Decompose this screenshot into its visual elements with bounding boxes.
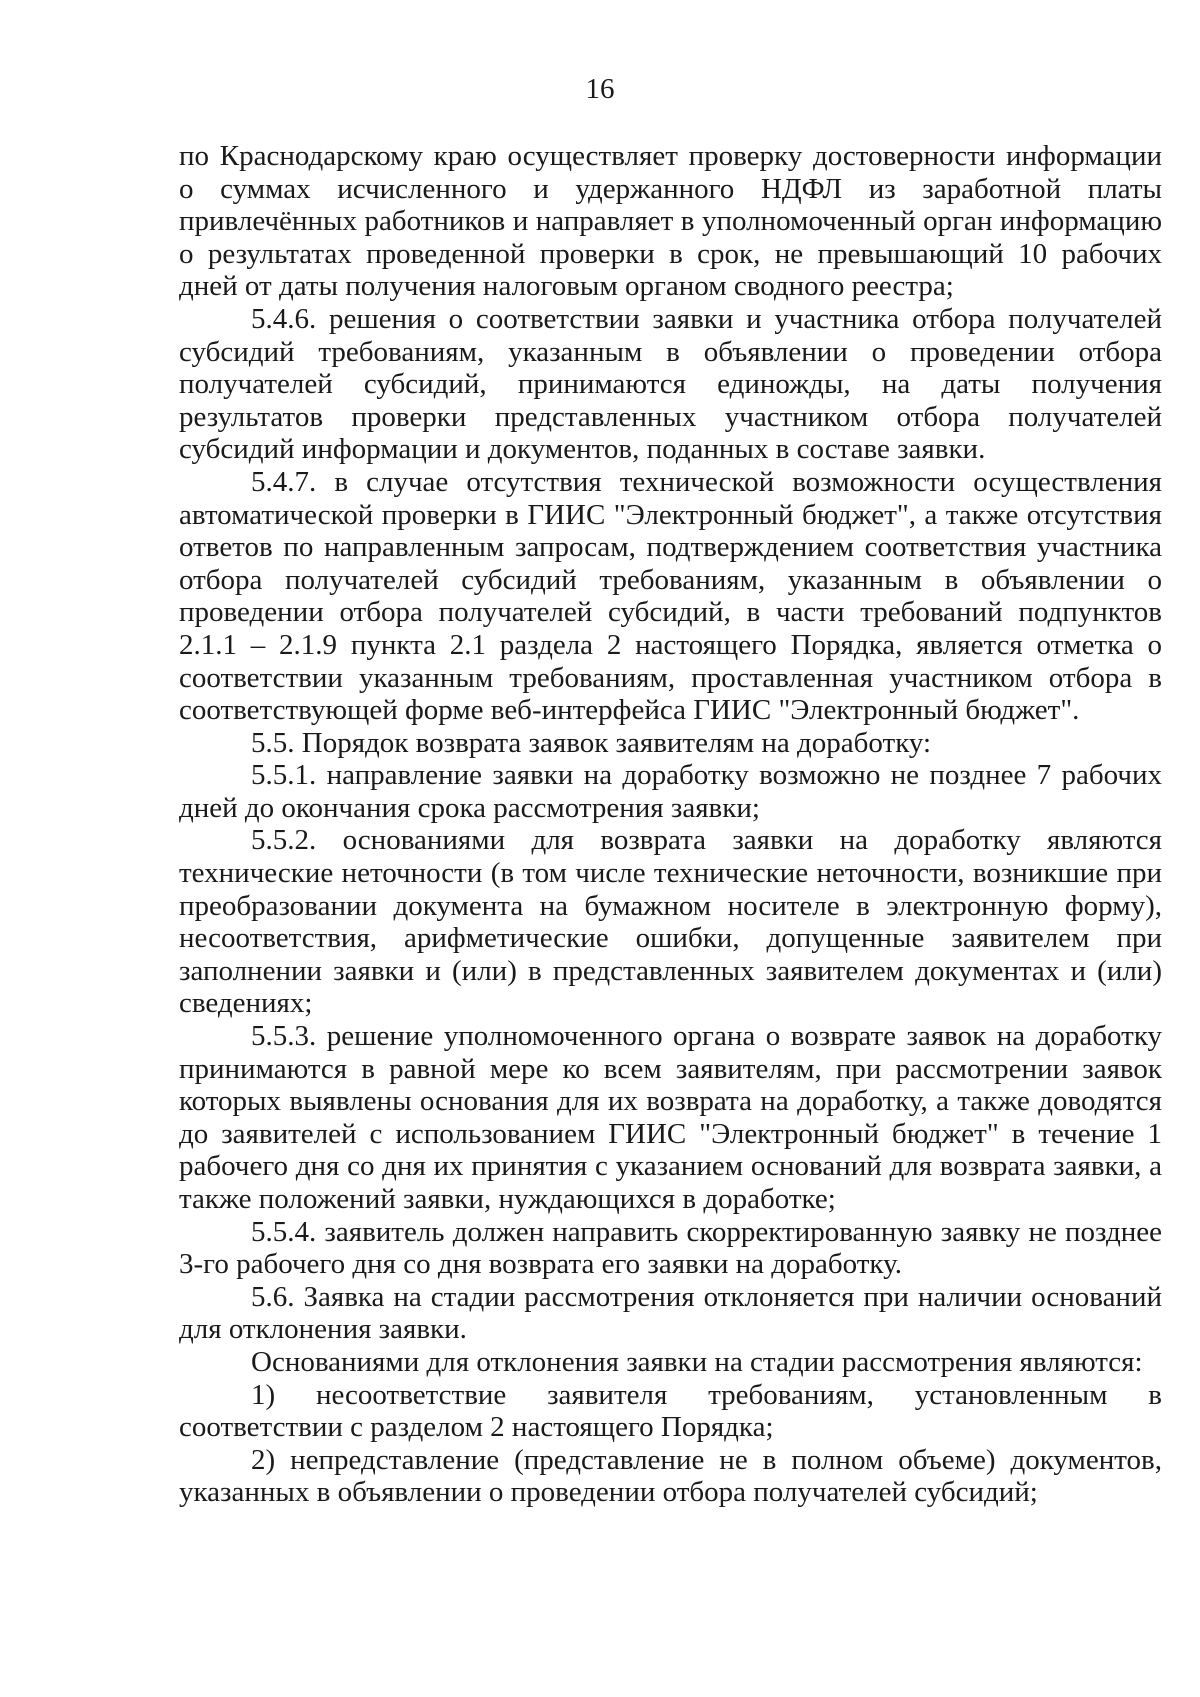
paragraph: 2) непредставление (представление не в полном объеме) документов, указанных в объявлении о проведении отбора получателей субсидий; [179, 1443, 1162, 1509]
paragraph: 1) несоответствие заявителя требованиям, установленным в соответствии с разделом 2 настоящего Порядка; [179, 1378, 1162, 1444]
document-body [179, 140, 1162, 1509]
paragraph: 5.5. Порядок возврата заявок заявителям на доработку: [251, 726, 932, 759]
paragraph: 5.6. Заявка на стадии рассмотрения отклоняется при наличии оснований для отклонения заявки. [179, 1280, 1162, 1346]
paragraph: 5.5.1. направление заявки на доработку возможно не позднее 7 рабочих дней до окончания срока рассмотрения заявки; [179, 759, 1162, 824]
page-number: 16 [585, 73, 615, 105]
paragraph: Основаниями для отклонения заявки на стадии рассмотрения являются: [251, 1345, 1143, 1378]
paragraph: 5.4.6. решения о соответствии заявки и участника отбора получателей субсидий требованиям, указанным в объявлении о проведении отбора получателей субсидий, принимаются единожды, на даты получения результатов проверки представленных участником отбора получателей субсидий информации и документов, поданных в составе заявки. [179, 302, 1162, 466]
paragraph: по Краснодарскому краю осуществляет проверку достоверности информации о суммах исчисленного и удержанного НДФЛ из заработной платы привлечённых работников и направляет в уполномоченный орган информацию о результатах проведенной проверки в срок, не превышающий 10 рабочих дней от даты получения налоговым органом сводного реестра; [179, 140, 1162, 303]
paragraph: 5.5.3. решение уполномоченного органа о возврате заявок на доработку принимаются в равной мере ко всем заявителям, при рассмотрении заявок которых выявлены основания для их возврата на доработку, а также доводятся до заявителей с использованием ГИИС "Электронный бюджет" в течение 1 рабочего дня со дня их принятия с указанием оснований для возврата заявки, а также положений заявки, нуждающихся в доработке; [179, 1020, 1162, 1215]
paragraph: 5.4.7. в случае отсутствия технической возможности осуществления автоматической проверки в ГИИС "Электронный бюджет", а также отсутствия ответов по направленным запросам, подтверждением соответствия участника отбора получателей субсидий требованиям, указанным в объявлении о проведении отбора получателей субсидий, в части требований подпунктов 2.1.1 – 2.1.9 пункта 2.1 раздела 2 настоящего Порядка, является отметка о соответствии указанным требованиям, проставленная участником отбора в соответствующей форме веб-интерфейса ГИИС "Электронный бюджет". [179, 465, 1162, 727]
paragraph: 5.5.4. заявитель должен направить скорректированную заявку не позднее 3-го рабочего дня со дня возврата его заявки на доработку. [179, 1215, 1162, 1281]
paragraph: 5.5.2. основаниями для возврата заявки на доработку являются технические неточности (в том числе технические неточности, возникшие при преобразовании документа на бумажном носителе в электронную форму), несоответствия, арифметические ошибки, допущенные заявителем при заполнении заявки и (или) в представленных заявителем документах и (или) сведениях; [179, 824, 1162, 1020]
